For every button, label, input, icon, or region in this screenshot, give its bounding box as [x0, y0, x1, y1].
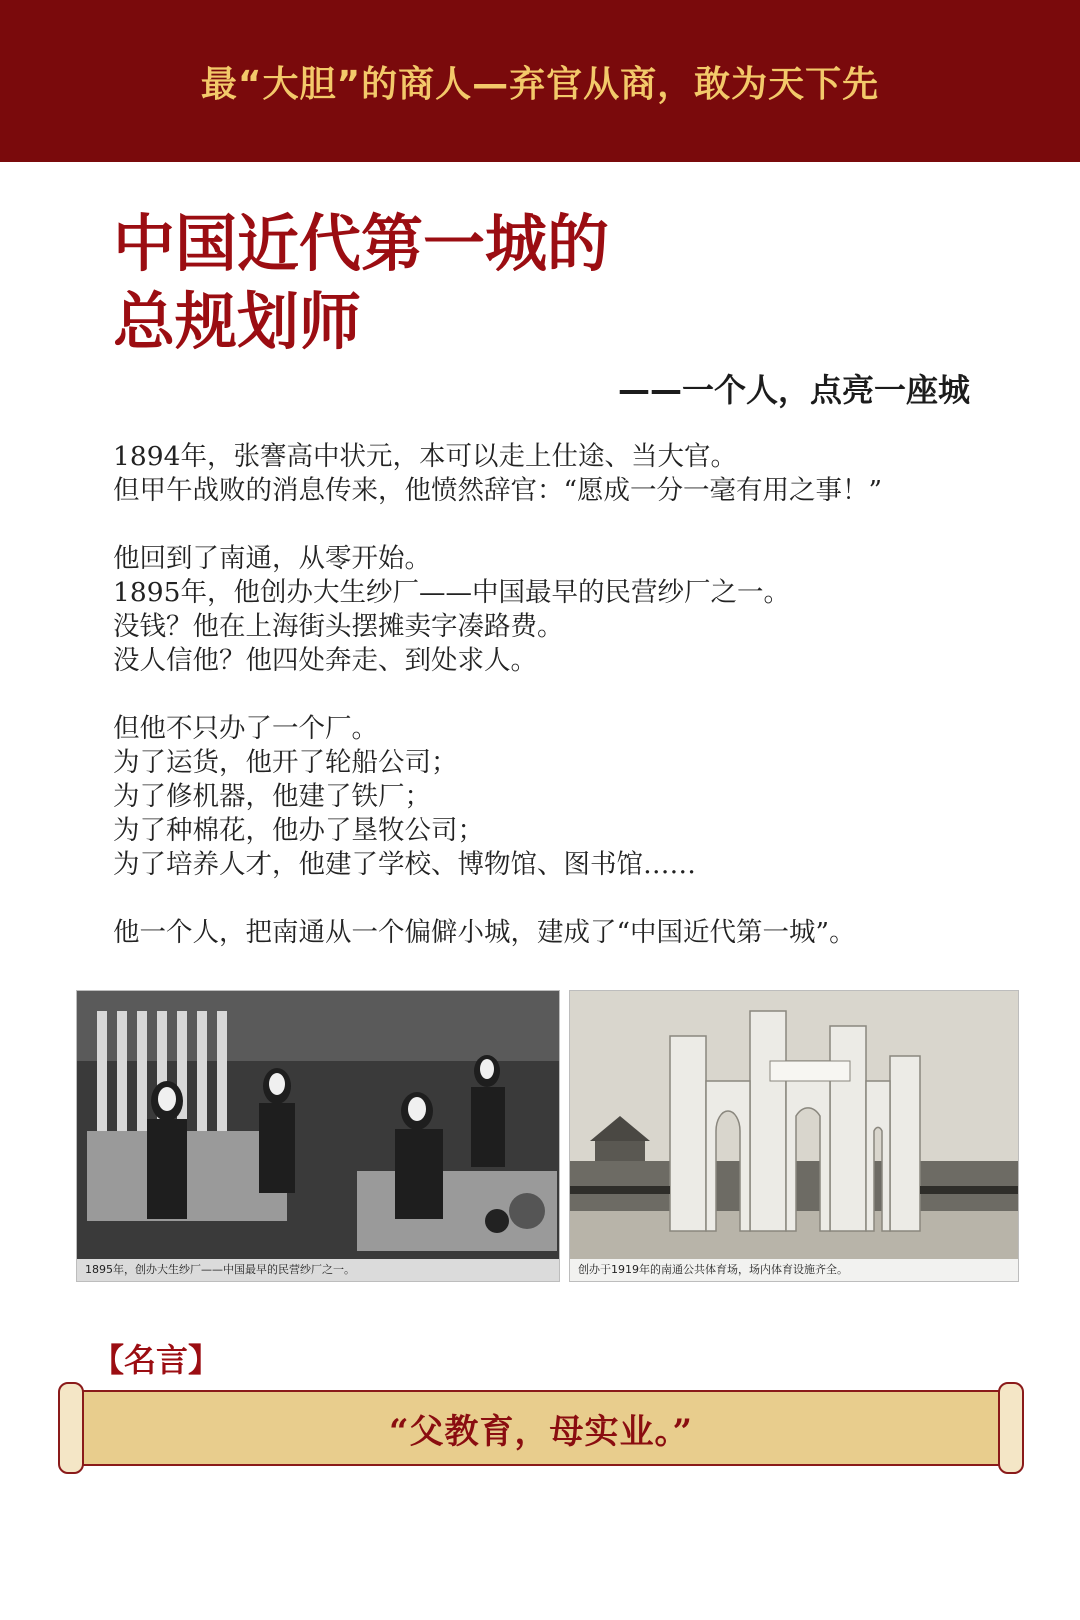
- banner-title: 最“大胆”的商人—弃官从商，敢为天下先: [200, 63, 880, 105]
- text-line: 1894年，张謇高中状元，本可以走上仕途、当大官。: [113, 441, 737, 472]
- title-line-1: 中国近代第一城的: [113, 207, 610, 280]
- paragraph-3: [113, 712, 973, 882]
- title-line-2: 总规划师: [113, 285, 362, 358]
- scroll-roll-right: [998, 1382, 1024, 1474]
- mill-illustration: [77, 991, 560, 1282]
- text-line: 没人信他？他四处奔走、到处求人。: [113, 645, 537, 676]
- text-line: 为了修机器，他建了铁厂；: [113, 781, 431, 812]
- page-subtitle: ——一个人，点亮一座城: [617, 371, 970, 409]
- photo-spinning-mill: [76, 990, 560, 1282]
- paragraph-2: [113, 542, 973, 678]
- article-body: [113, 440, 973, 984]
- scroll-roll-left: [58, 1382, 84, 1474]
- gate-illustration: [570, 991, 1019, 1282]
- text-line: 1895年，他创办大生纱厂——中国最早的民营纱厂之一。: [113, 577, 790, 608]
- text-line: 但甲午战败的消息传来，他愤然辞官：“愿成一分一毫有用之事！”: [113, 475, 883, 506]
- photo-caption: 创办于1919年的南通公共体育场，场内体育设施齐全。: [570, 1259, 1018, 1281]
- photo-stadium-gate: [569, 990, 1019, 1282]
- famous-quote: “父教育，母实业。”: [388, 1411, 694, 1452]
- quote-scroll: [58, 1382, 1024, 1474]
- text-line: 他一个人，把南通从一个偏僻小城，建成了“中国近代第一城”。: [113, 917, 856, 948]
- text-line: 他回到了南通，从零开始。: [113, 543, 431, 574]
- scroll-body: [80, 1390, 1002, 1466]
- quote-label: 【名言】: [92, 1341, 221, 1379]
- header-banner: [0, 0, 1080, 162]
- text-line: 为了种棉花，他办了垦牧公司；: [113, 815, 484, 846]
- page-title: [113, 205, 833, 361]
- text-line: 没钱？他在上海街头摆摊卖字凑路费。: [113, 611, 564, 642]
- paragraph-1: [113, 440, 973, 508]
- photo-caption: 1895年，创办大生纱厂——中国最早的民营纱厂之一。: [77, 1259, 559, 1281]
- text-line: 但他不只办了一个厂。: [113, 713, 378, 744]
- text-line: 为了培养人才，他建了学校、博物馆、图书馆……: [113, 849, 696, 880]
- paragraph-4: [113, 916, 973, 950]
- text-line: 为了运货，他开了轮船公司；: [113, 747, 458, 778]
